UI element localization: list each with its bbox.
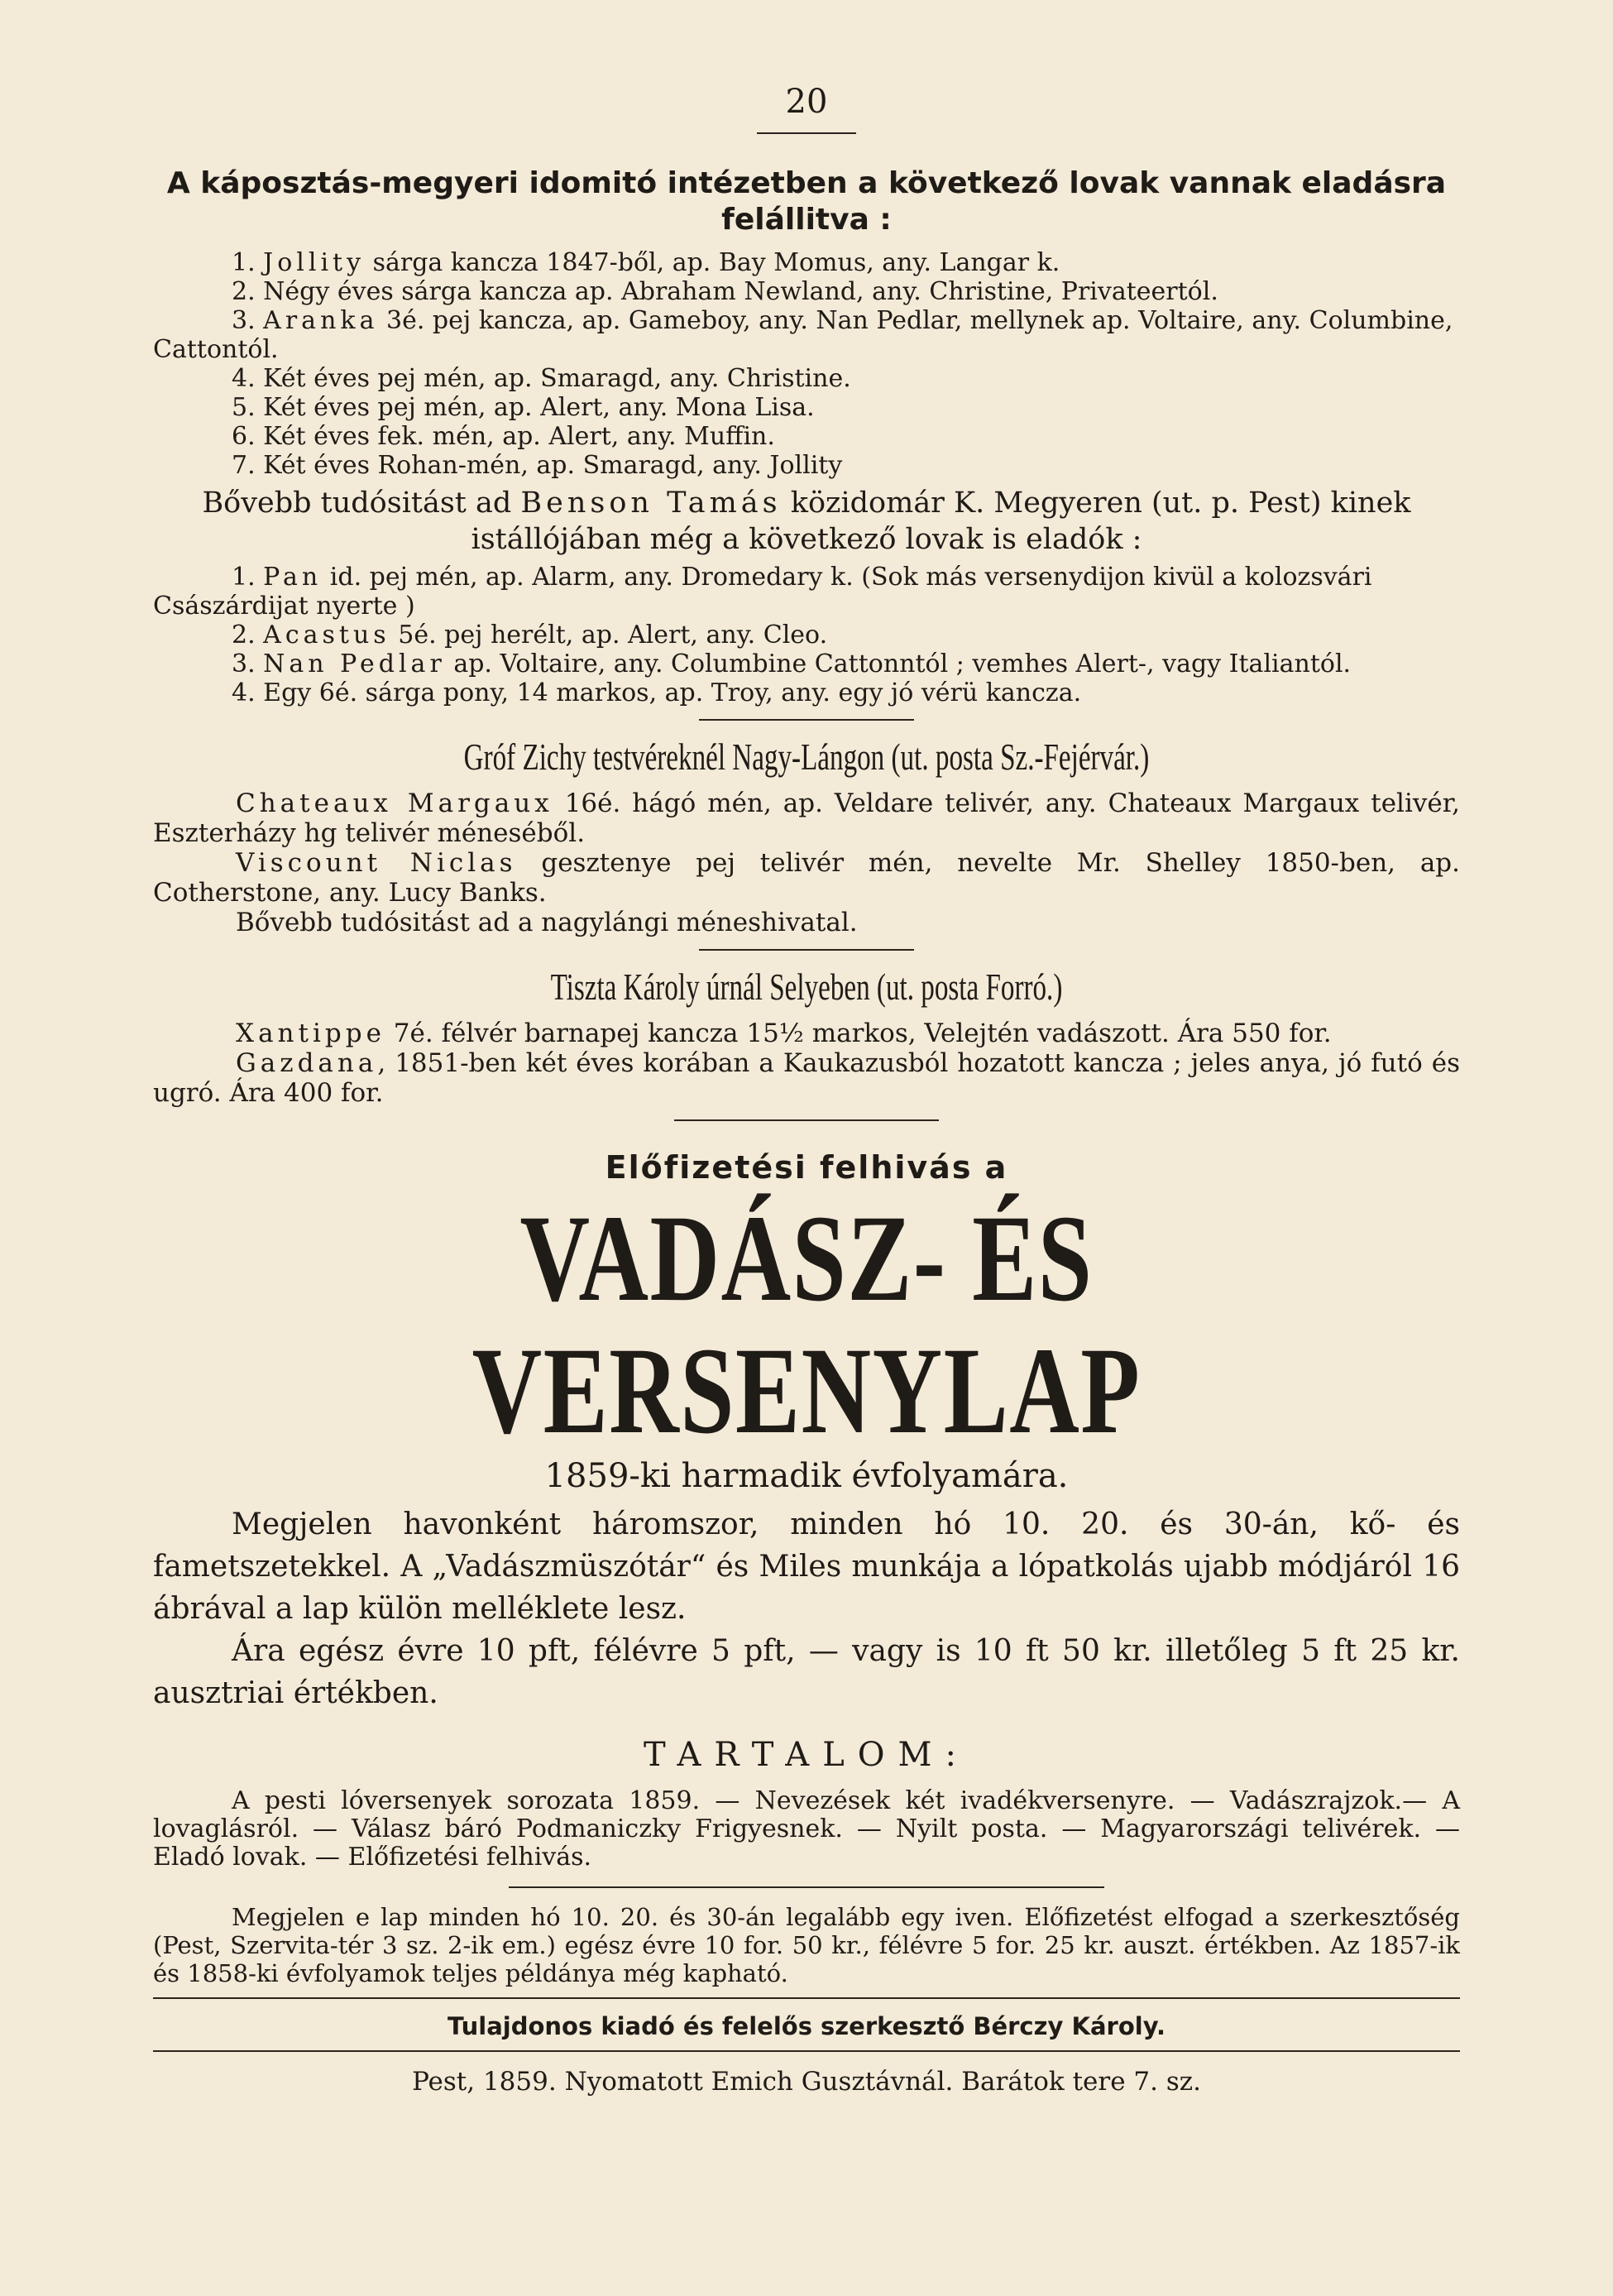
list-item: 3. Aranka 3é. pej kancza, ap. Gameboy, any. Nan Pedlar, mellynek ap. Voltaire, any. Columbine, Cattontól.	[153, 306, 1453, 364]
list-item: 6. Két éves fek. mén, ap. Alert, any. Muffin.	[232, 422, 775, 451]
list-item: Gazdana, 1851-ben két éves korában a Kaukazusból hozatott kancza ; jeles anya, jó futó és ugró. Ára 400 for.	[153, 1048, 1460, 1108]
page-number: 20	[785, 83, 828, 121]
section1-heading: A káposztás-megyeri idomitó intézetben a következő lovak vannak eladásra felállitva :	[166, 166, 1447, 237]
list-item: 5. Két éves pej mén, ap. Alert, any. Mona Lisa.	[232, 393, 815, 422]
list-item: 3. Nan Pedlar ap. Voltaire, any. Columbine Cattonntól ; vemhes Alert-, vagy Italiantól.	[232, 649, 1352, 678]
contents-heading: TARTALOM:	[644, 1736, 969, 1774]
list-item: 7. Két éves Rohan-mén, ap. Smaragd, any. Jollity	[232, 451, 843, 480]
list-item: Viscount Niclas gesztenye pej telivér mén, nevelte Mr. Shelley 1850-ben, ap. Cotherstone, any. Lucy Banks.	[153, 848, 1460, 908]
page-column	[153, 83, 1460, 2097]
owner-line: Tulajdonos kiadó és felelős szerkesztő Bérczy Károly.	[448, 2012, 1165, 2040]
subscription-call: Előfizetési felhivás a	[605, 1149, 1008, 1186]
list-item: 2. Acastus 5é. pej herélt, ap. Alert, any. Cleo.	[232, 621, 828, 649]
divider	[699, 949, 914, 951]
publication-notice: Megjelen e lap minden hó 10. 20. és 30-án legalább egy iven. Előfizetést elfogad a szerkesztőség (Pest, Szervita-tér 3 sz. 2-ik em.) egész évre 10 for. 50 kr., félévre 5 for. 25 kr. auszt. értékben. Az 1857-ik és 1858-ki évfolyamok teljes példánya még kapható.	[153, 1903, 1460, 1987]
divider	[699, 719, 914, 721]
masthead-subtitle: 1859-ki harmadik évfolyamára.	[544, 1457, 1069, 1495]
divider	[153, 2050, 1460, 2052]
divider	[153, 1997, 1460, 1999]
list-item: 1. Jollity sárga kancza 1847-ből, ap. Bay Momus, any. Langar k.	[232, 248, 1060, 277]
list-item: 2. Négy éves sárga kancza ap. Abraham Newland, any. Christine, Privateertól.	[232, 277, 1218, 306]
imprint-line: Pest, 1859. Nyomatott Emich Gusztávnál. Barátok tere 7. sz.	[412, 2067, 1201, 2097]
section3-heading: Tiszta Károly úrnál Selyeben (ut. posta Forró.)	[550, 966, 1063, 1008]
masthead-title: VADÁSZ- ÉS VERSENYLAP	[471, 1190, 1142, 1460]
list-item: 1. Pan id. pej mén, ap. Alarm, any. Dromedary k. (Sok más versenydijon kivül a kolozsvári Császárdijat nyerte )	[153, 563, 1372, 621]
list-item: 4. Két éves pej mén, ap. Smaragd, any. Christine.	[232, 364, 851, 393]
section2-note: Bővebb tudósitást ad a nagylángi méneshivatal.	[236, 908, 858, 937]
list-item: Xantippe 7é. félvér barnapej kancza 15½ markos, Velejtén vadászott. Ára 550 for.	[236, 1019, 1332, 1048]
contents-text: A pesti lóversenyek sorozata 1859. — Nevezések két ivadékversenyre. — Vadászrajzok.— A lovaglásról. — Válasz báró Podmaniczky Frigyesnek. — Nyilt posta. — Magyarországi telivérek. — Eladó lovak. — Előfizetési felhivás.	[153, 1786, 1460, 1872]
section1-note: Bővebb tudósitást ad Benson Tamás közidomár K. Megyeren (ut. p. Pest) kinek istállójában még a következő lovak is eladók :	[202, 487, 1411, 556]
list-item: 4. Egy 6é. sárga pony, 14 markos, ap. Troy, any. egy jó vérü kancza.	[232, 678, 1082, 707]
page-number-rule	[757, 132, 856, 134]
section2-heading: Gróf Zichy testvéreknél Nagy-Lángon (ut. posta Sz.-Fejérvár.)	[463, 736, 1150, 778]
list-item: Chateaux Margaux 16é. hágó mén, ap. Veldare telivér, any. Chateaux Margaux telivér, Eszterházy hg telivér méneséből.	[153, 789, 1460, 848]
ad-price-paragraph: Ára egész évre 10 pft, félévre 5 pft, — vagy is 10 ft 50 kr. illetőleg 5 ft 25 kr. ausztriai értékben.	[153, 1634, 1460, 1710]
divider	[509, 1886, 1104, 1888]
divider	[674, 1119, 939, 1121]
ad-paragraph: Megjelen havonként háromszor, minden hó 10. 20. és 30-án, kő- és fametszetekkel. A „Vadászmüszótár“ és Miles munkája a lópatkolás ujabb módjáról 16 ábrával a lap külön melléklete lesz.	[153, 1507, 1460, 1626]
